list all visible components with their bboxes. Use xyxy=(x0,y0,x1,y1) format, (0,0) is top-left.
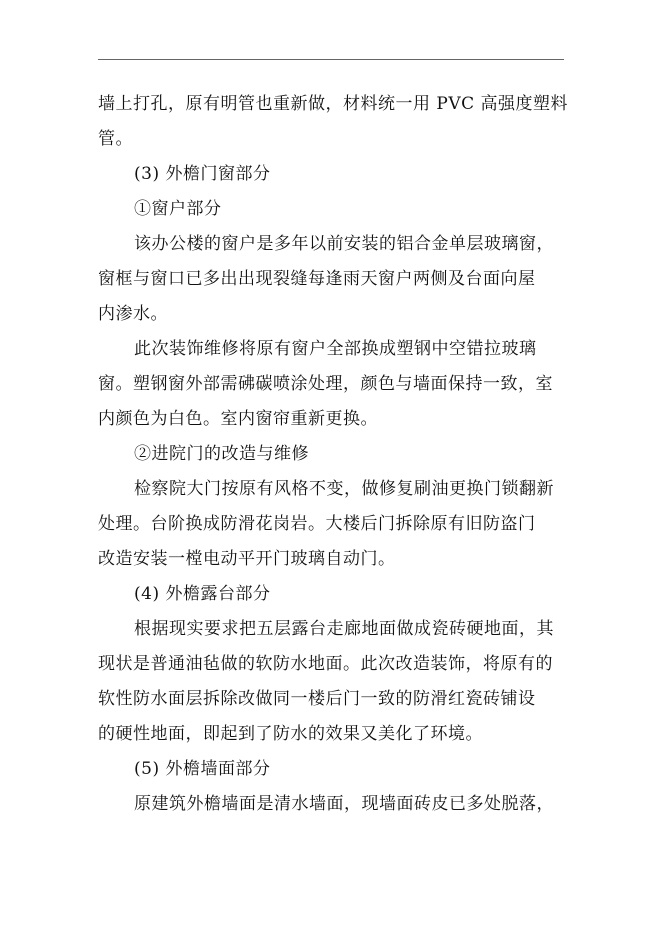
subsection-heading: ②进院门的改造与维修 xyxy=(134,444,309,464)
section-heading: (4) 外檐露台部分 xyxy=(134,584,271,604)
subsection-heading: ①窗户部分 xyxy=(134,199,222,219)
paragraph-line: 管。 xyxy=(98,129,133,149)
paragraph-line: 墙上打孔，原有明管也重新做，材料统一用 PVC 高强度塑料 xyxy=(98,94,569,114)
paragraph-line: 原建筑外檐墙面是清水墙面，现墙面砖皮已多处脱落， xyxy=(134,794,554,814)
paragraph-line: 软性防水面层拆除改做同一楼后门一致的防滑红瓷砖铺设 xyxy=(98,689,536,709)
paragraph-line: 现状是普通油毡做的软防水地面。此次改造装饰，将原有的 xyxy=(98,654,553,674)
section-heading: (3) 外檐门窗部分 xyxy=(134,164,271,184)
paragraph-line: 该办公楼的窗户是多年以前安装的铝合金单层玻璃窗， xyxy=(134,234,554,254)
paragraph-line: 改造安装一樘电动平开门玻璃自动门。 xyxy=(98,549,396,569)
paragraph-line: 内渗水。 xyxy=(98,304,168,324)
section-heading: (5) 外檐墙面部分 xyxy=(134,759,271,779)
paragraph-line: 根据现实要求把五层露台走廊地面做成瓷砖硬地面，其 xyxy=(134,619,554,639)
paragraph-line: 此次装饰维修将原有窗户全部换成塑钢中空错拉玻璃 xyxy=(134,339,537,359)
paragraph-line: 内颜色为白色。室内窗帘重新更换。 xyxy=(98,409,378,429)
paragraph-line: 窗框与窗口已多出出现裂缝每逢雨天窗户两侧及台面向屋 xyxy=(98,269,536,289)
header-rule xyxy=(98,59,564,60)
paragraph-line: 检察院大门按原有风格不变，做修复刷油更换门锁翻新 xyxy=(134,479,554,499)
paragraph-line: 处理。台阶换成防滑花岗岩。大楼后门拆除原有旧防盗门 xyxy=(98,514,536,534)
paragraph-line: 的硬性地面，即起到了防水的效果又美化了环境。 xyxy=(98,724,483,744)
paragraph-line: 窗。塑钢窗外部需砩碳喷涂处理，颜色与墙面保持一致，室 xyxy=(98,374,553,394)
